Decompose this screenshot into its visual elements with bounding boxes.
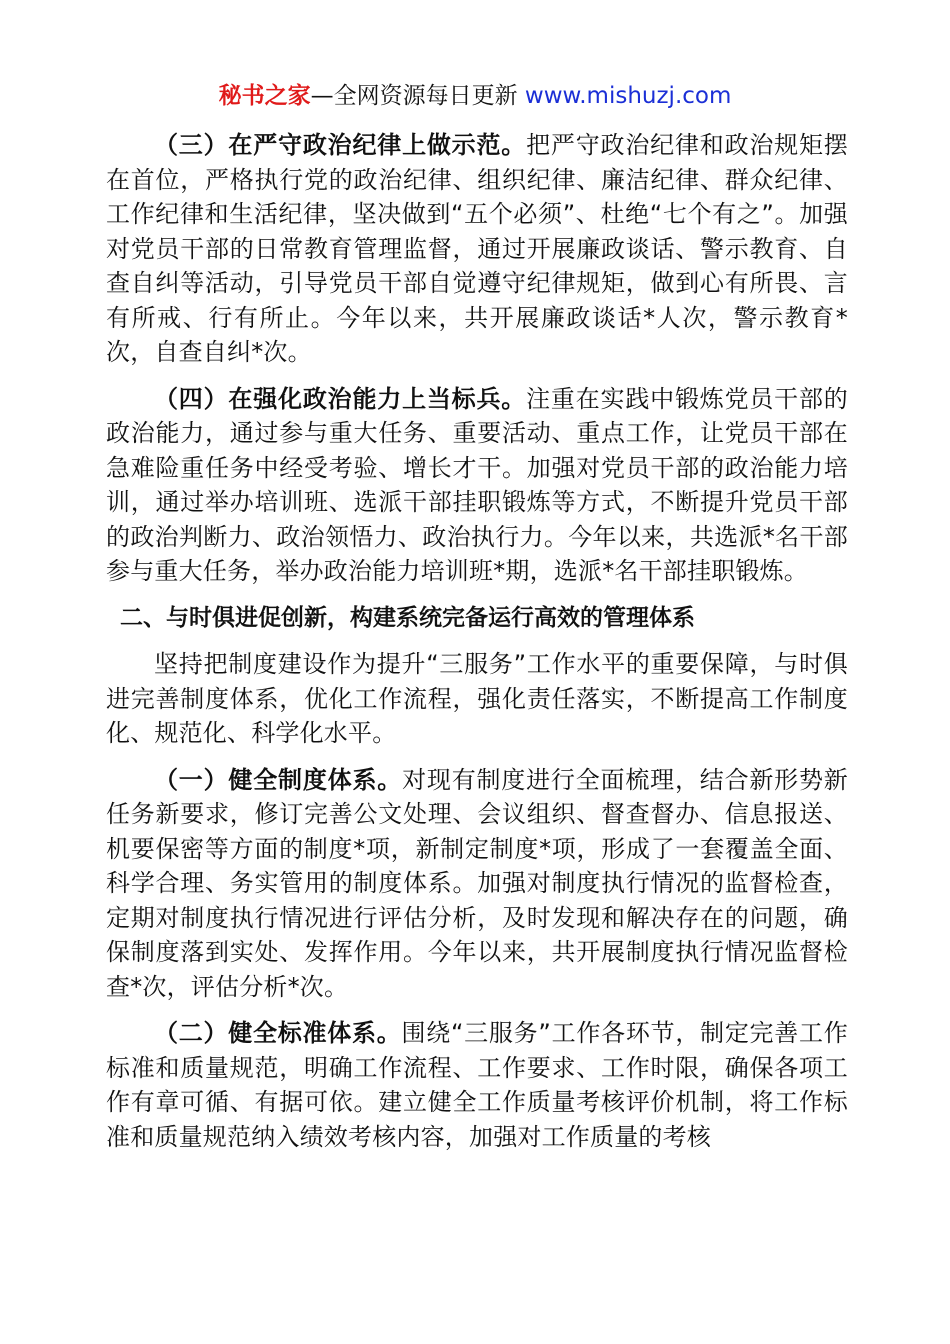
paragraph-lead: （一）健全制度体系。 [154,765,403,794]
paragraph-text: 注重在实践中锻炼党员干部的政治能力，通过参与重大任务、重要活动、重点工作，让党员干部在急难险重任务中经受考验、增长才干。加强对党员干部的政治能力培训，通过举办培训班、选派干部挂职锻炼等方式，不断提升党员干部的政治判断力、政治领悟力、政治执行力。今年以来，共选派*名干部参与重大任务，举办政治能力培训班*期，选派*名干部挂职锻炼。 [106,384,848,585]
header-tagline: —全网资源每日更新 [310,83,525,109]
site-header [0,78,950,114]
paragraph-lead: （三）在严守政治纪律上做示范。 [154,131,527,159]
paragraph-standard-framework [106,1016,848,1154]
section-intro: 坚持把制度建设作为提升“三服务”工作水平的重要保障，与时俱进完善制度体系，优化工作流程，强化责任落实，不断提高工作制度化、规范化、科学化水平。 [106,650,848,747]
header-url-link[interactable]: www.mishuzj.com [524,83,732,109]
header-brand: 秘书之家 [218,83,311,109]
paragraph-text: 围绕“三服务”工作各环节，制定完善工作标准和质量规范，明确工作流程、工作要求、工作时限，确保各项工作有章可循、有据可依。建立健全工作质量考核评价机制，将工作标准和质量规范纳入绩效考核内容，加强对工作质量的考核 [106,1019,849,1151]
paragraph-lead: （四）在强化政治能力上当标兵。 [154,384,527,413]
paragraph-text: 把严守政治纪律和政治规矩摆在首位，严格执行党的政治纪律、组织纪律、廉洁纪律、群众纪律、工作纪律和生活纪律，坚决做到“五个必须”、杜绝“七个有之”。加强对党员干部的日常教育管理监督，通过开展廉政谈话、警示教育、自查自纠等活动，引导党员干部自觉遵守纪律规矩，做到心有所畏、言有所戒、行有所止。今年以来，共开展廉政谈话*人次，警示教育*次，自查自纠*次。 [106,131,848,366]
section-heading: 二、与时俱进促创新，构建系统完备运行高效的管理体系 [120,604,695,631]
paragraph-political-capability [106,382,848,589]
paragraph-text: 对现有制度进行全面梳理，结合新形势新任务新要求，修订完善公文处理、会议组织、督查督办、信息报送、机要保密等方面的制度*项，新制定制度*项，形成了一套覆盖全面、科学合理、务实管用的制度体系。加强对制度执行情况的监督检查，定期对制度执行情况进行评估分析，及时发现和解决存在的问题，确保制度落到实处、发挥作用。今年以来，共开展制度执行情况监督检查*次，评估分析*次。 [106,765,848,1001]
paragraph-political-discipline [106,128,848,370]
paragraph-lead: （二）健全标准体系。 [154,1019,402,1047]
document-body [106,128,848,1166]
paragraph-system-framework [106,763,848,1005]
